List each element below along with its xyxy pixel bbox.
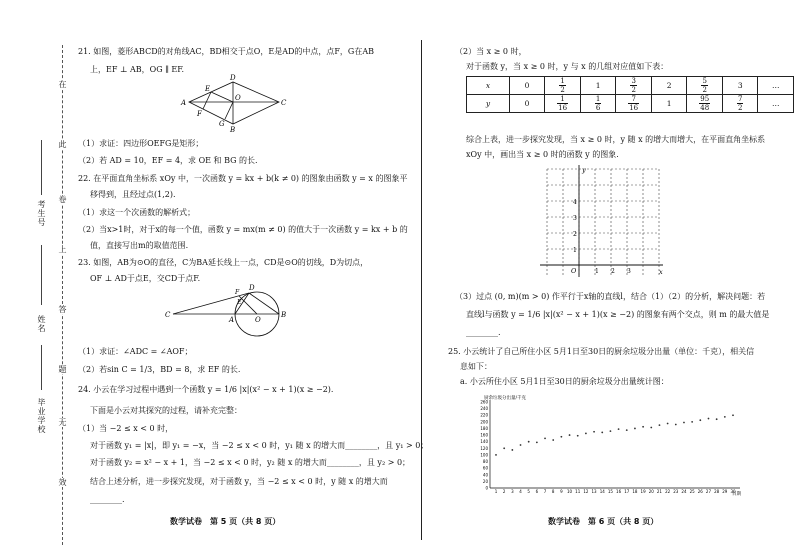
y-tick-label: 0 (485, 485, 488, 491)
data-point (528, 441, 530, 443)
y-tick-label: 220 (480, 412, 488, 418)
data-point (585, 433, 587, 435)
y-tick-label: 180 (480, 425, 488, 431)
x-axis-label: x (659, 268, 663, 276)
page-footer-left: 数学试卷 第 5 页（共 8 页） (170, 517, 281, 526)
q24-table-intro: 对于函数 y，当 x ≥ 0 时，y 与 x 的几组对应值如下表： (466, 62, 669, 71)
y-tick-label: 60 (482, 465, 488, 471)
page-footer-right: 数学试卷 第 6 页（共 8 页） (548, 517, 659, 526)
data-point (691, 421, 693, 423)
table-cell: $\frac{1}{6}$ (580, 95, 615, 113)
table-cell: 2 (652, 77, 687, 95)
data-point (642, 426, 644, 428)
x-tick-label: 4 (519, 489, 522, 494)
table-cell: $\frac{1}{2}$ (545, 77, 581, 95)
q24-line1: 24. 小云在学习过程中遇到一个函数 y = 1/6 |x|(x² − x + 1)(x ≥ −2). (78, 385, 334, 394)
data-point (724, 416, 726, 418)
x-tick-label: 23 (673, 489, 679, 494)
data-point (544, 437, 546, 439)
data-point (536, 441, 538, 443)
seal-char: 上 (58, 245, 67, 254)
point-label: D (230, 74, 236, 82)
seal-char: 无 (58, 418, 67, 427)
segment-of (239, 296, 257, 314)
q21-part1: （1）求证：四边形OEFG是矩形； (78, 139, 204, 148)
table-cell: … (758, 95, 794, 113)
seal-char: 效 (58, 478, 67, 487)
data-point (659, 424, 661, 426)
q21-part2: （2）若 AD = 10，EF = 4，求 OE 和 BG 的长. (78, 156, 258, 165)
rhombus-figure (175, 72, 290, 134)
name-label: 姓名 (37, 315, 46, 333)
origin-label: O (571, 267, 577, 275)
chart-title: 厨余垃圾分出量/千克 (484, 396, 527, 401)
point-label: F (235, 289, 240, 296)
x-tick-label: 12 (583, 489, 589, 494)
x-tick-label: 18 (632, 489, 638, 494)
data-point (626, 429, 628, 431)
x-tick-label: 8 (551, 489, 555, 494)
table-cell: $\frac{5}{2}$ (687, 77, 723, 95)
point-label: G (219, 120, 225, 128)
table-cell: 3 (723, 77, 758, 95)
data-point (511, 449, 513, 451)
point-label: B (230, 126, 236, 134)
y-tick-label: 80 (482, 459, 488, 465)
point-label: D (249, 284, 255, 292)
x-tick-label: 3 (627, 268, 631, 275)
q24-part3a: （3）过点 (0, m)(m > 0) 作平行于x轴的直线l，结合（1）（2）的分析，解决问题：若 (455, 292, 766, 301)
y-tick-label: 4 (573, 199, 577, 206)
table-cell: 1 (580, 77, 615, 95)
q21-line1: 21. 如图，菱形ABCD的对角线AC，BD相交于点O，E是AD的中点，点F，G在AB (78, 47, 374, 56)
q22-line2: 移得到，且经过点(1,2). (90, 190, 176, 199)
circle-tangent-figure (165, 280, 290, 342)
x-tick-label: 5 (527, 489, 530, 494)
table-cell: 0 (509, 77, 544, 95)
table-cell: 0 (509, 95, 544, 113)
segment-eo (211, 92, 233, 102)
garbage-scatter-chart (470, 392, 750, 497)
table-cell: $\frac{7}{16}$ (616, 95, 652, 113)
chart-x-label: 日期 (732, 492, 741, 497)
school-field[interactable] (41, 345, 42, 390)
y-tick-label: 2 (573, 231, 577, 238)
data-point (699, 419, 701, 421)
data-point (520, 444, 522, 446)
point-label: O (255, 316, 261, 324)
data-point (610, 430, 612, 432)
coordinate-grid[interactable] (535, 162, 670, 282)
x-tick-label: 14 (599, 489, 605, 494)
x-tick-label: 28 (714, 489, 720, 494)
data-point (577, 435, 579, 437)
data-point (503, 447, 505, 449)
x-tick-label: 15 (607, 489, 613, 494)
y-tick-label: 260 (480, 399, 488, 405)
segment-og (225, 102, 233, 119)
table-row-x (467, 77, 794, 95)
data-point (716, 418, 718, 420)
q22-part1: （1）求这一个次函数的解析式； (78, 208, 196, 217)
y-tick-label: 160 (480, 432, 488, 438)
x-tick-label: 29 (722, 489, 728, 494)
name-field[interactable] (41, 245, 42, 305)
x-tick-label: 22 (665, 489, 671, 494)
q23-part1: （1）求证：∠ADC = ∠AOF； (78, 347, 193, 356)
x-tick-label: 9 (560, 489, 563, 494)
x-tick-label: 11 (575, 489, 581, 494)
point-label: C (281, 99, 287, 107)
y-tick-label: 240 (480, 406, 488, 412)
data-point (495, 454, 497, 456)
q24-draw-instruction: xOy 中，画出当 x ≥ 0 时的函数 y 的图象. (466, 150, 619, 159)
q21-line2: 上，EF ⊥ AB，OG ∥ EF. (90, 65, 185, 74)
y-tick-label: 200 (480, 419, 488, 425)
data-point (732, 414, 734, 416)
q22-line1: 22. 在平面直角坐标系 xOy 中，一次函数 y = kx + b(k ≠ 0) 的图象由函数 y = x 的图象平 (78, 174, 408, 183)
data-point (667, 423, 669, 425)
point-label: O (235, 94, 241, 102)
x-tick-label: 25 (689, 489, 695, 494)
q24-part3b: 直线l与函数 y = 1/6 |x|(x² − x + 1)(x ≥ −2) 的图象有两个交点，则 m 的最大值是 (466, 310, 770, 319)
y-tick-label: 40 (482, 472, 488, 478)
q25-line2: 息如下： (460, 362, 492, 371)
table-cell: 1 (652, 95, 687, 113)
y-tick-label: 120 (480, 445, 488, 451)
seal-char: 答 (58, 305, 67, 314)
x-tick-label: 10 (567, 489, 573, 494)
school-label: 毕业学校 (37, 398, 46, 434)
seal-char: 卷 (58, 195, 67, 204)
table-cell: $\frac{95}{48}$ (687, 95, 723, 113)
x-tick-label: 30 (730, 489, 736, 494)
y-tick-label: 1 (573, 247, 577, 254)
x-tick-label: 19 (640, 489, 646, 494)
data-point (634, 428, 636, 430)
point-label: F (197, 110, 202, 118)
y-tick-label: 3 (573, 215, 577, 222)
student-id-label: 考生号 (37, 200, 46, 227)
data-point (593, 431, 595, 433)
point-label: B (281, 311, 287, 319)
x-tick-label: 20 (648, 489, 654, 494)
q22-part2b: 值，直接写出m的取值范围. (90, 241, 189, 250)
rhombus-abcd (189, 82, 279, 124)
page-divider (421, 40, 422, 540)
data-point (569, 434, 571, 436)
x-tick-label: 1 (494, 489, 498, 494)
x-tick-label: 16 (616, 489, 622, 494)
point-label: C (165, 311, 171, 319)
data-point (650, 427, 652, 429)
x-tick-label: 2 (502, 489, 506, 494)
data-point (552, 439, 554, 441)
seal-char: 在 (58, 80, 67, 89)
q24-line-y1: 对于函数 y₁ = |x|，即 y₁ = −x，当 −2 ≤ x < 0 时，y₁ 随 x 的增大而________，且 y₁ > 0； (90, 441, 429, 450)
y-axis-label: y (582, 166, 586, 174)
y-tick-label: 140 (480, 439, 488, 445)
point-label: A (229, 316, 235, 324)
seal-dashed-line (62, 45, 63, 545)
q24-answer-blank-3[interactable]: ________. (466, 328, 501, 337)
q24-conclusion: 结合上述分析，进一步探究发现，对于函数 y，当 −2 ≤ x < 0 时，y 随 x 的增大而 (90, 477, 388, 486)
data-point (675, 424, 677, 426)
data-point (601, 432, 603, 434)
x-tick-label: 3 (511, 489, 514, 494)
x-tick-label: 7 (543, 489, 547, 494)
q24-answer-blank[interactable]: ________. (90, 495, 125, 504)
table-header-x: x (467, 77, 510, 95)
data-point (683, 422, 685, 424)
x-tick-label: 26 (697, 489, 703, 494)
data-point (560, 436, 562, 438)
q24-part1: （1）当 −2 ≤ x < 0 时， (78, 424, 174, 433)
x-tick-label: 17 (624, 489, 630, 494)
table-cell: $\frac{3}{2}$ (616, 77, 652, 95)
q24-table-conclusion: 综合上表，进一步探究发现，当 x ≥ 0 时，y 随 x 的增大而增大，在平面直角坐标系 (466, 135, 766, 144)
x-tick-label: 13 (591, 489, 597, 494)
q24-line2: 下面是小云对其探究的过程，请补充完整： (90, 406, 242, 415)
table-row-y (467, 95, 794, 113)
data-point (618, 428, 620, 430)
q24-part2: （2）当 x ≥ 0 时， (455, 47, 527, 56)
point-label: A (181, 99, 187, 107)
table-cell: … (758, 77, 794, 95)
table-cell: $\frac{7}{2}$ (723, 95, 758, 113)
q25-line3: a. 小云所住小区 5月1日至30日的厨余垃圾分出量统计图： (460, 377, 669, 386)
seal-char: 此 (58, 140, 67, 149)
q23-line1: 23. 如图，AB为⊙O的直径，C为BA延长线上一点，CD是⊙O的切线，D为切点， (78, 258, 369, 267)
y-tick-label: 20 (482, 478, 488, 484)
segment-ef (203, 92, 211, 109)
q22-part2a: （2）当x>1时，对于x的每一个值，函数 y = mx(m ≠ 0) 的值大于一次函数 y = kx + b 的 (78, 225, 408, 234)
x-tick-label: 24 (681, 489, 687, 494)
point-label: E (205, 85, 211, 93)
table-cell: $\frac{1}{16}$ (545, 95, 581, 113)
point-label: E (237, 299, 242, 306)
q24-line-y2: 对于函数 y₂ = x² − x + 1，当 −2 ≤ x < 0 时，y₂ 随 x 的增大而________，且 y₂ > 0； (90, 458, 411, 467)
student-id-field[interactable] (41, 140, 42, 195)
x-tick-label: 27 (705, 489, 712, 494)
q25-line1: 25. 小云统计了自己所住小区 5月1日至30日的厨余垃圾分出量（单位：千克），相关信 (448, 347, 755, 356)
x-tick-label: 6 (535, 489, 539, 494)
q23-line2: OF ⊥ AD于点E，交CD于点F. (90, 274, 201, 283)
data-point (708, 418, 710, 420)
seal-char: 题 (58, 365, 67, 374)
value-table (466, 76, 794, 113)
x-tick-label: 2 (611, 268, 615, 275)
table-header-y: y (467, 95, 510, 113)
x-tick-label: 21 (656, 489, 662, 494)
x-tick-label: 1 (595, 268, 599, 275)
q23-part2: （2）若sin C = 1/3，BD = 8，求 EF 的长. (78, 365, 241, 374)
y-tick-label: 100 (480, 452, 488, 458)
